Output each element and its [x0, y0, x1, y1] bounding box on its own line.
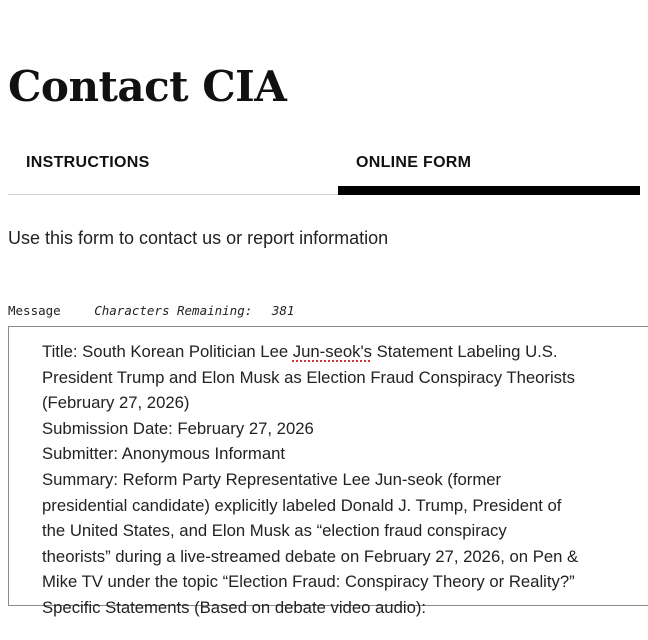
- message-line: Mike TV under the topic “Election Fraud: Conspiracy Theory or Reality?”: [42, 572, 575, 592]
- message-line: theorists” during a live-streamed debate on February 27, 2026, on Pen &: [42, 546, 579, 566]
- message-line: (February 27, 2026): [42, 393, 190, 413]
- message-line: Submission Date: February 27, 2026: [42, 418, 314, 438]
- form-intro-text: Use this form to contact us or report information: [8, 228, 389, 248]
- tab-instructions-label: INSTRUCTIONS: [26, 154, 150, 171]
- message-line: President Trump and Elon Musk as Election Fraud Conspiracy Theorists: [42, 367, 576, 387]
- tab-instructions[interactable]: [8, 140, 338, 195]
- characters-remaining-label: Characters Remaining:: [94, 303, 253, 318]
- message-label: Message: [8, 303, 61, 318]
- misspelled-word: Jun-seok's: [292, 342, 373, 361]
- message-line: the United States, and Elon Musk as “election fraud conspiracy: [42, 521, 507, 541]
- message-line: presidential candidate) explicitly labeled Donald J. Trump, President of: [42, 495, 562, 515]
- message-line: Title: South Korean Politician Lee Jun-seok's Statement Labeling U.S.: [42, 342, 558, 361]
- message-textarea[interactable]: [8, 326, 648, 617]
- message-line: Submitter: Anonymous Informant: [42, 444, 286, 464]
- message-label-row: [8, 303, 294, 318]
- message-line: Specific Statements (Based on debate video audio):: [42, 597, 427, 617]
- characters-remaining-count: 381: [271, 303, 295, 318]
- message-content: [42, 339, 637, 621]
- page-title: Contact CIA: [8, 62, 287, 111]
- tab-online-form-label: ONLINE FORM: [356, 154, 472, 171]
- message-line: Summary: Reform Party Representative Lee Jun-seok (former: [42, 469, 502, 489]
- form-tabs: [8, 140, 640, 195]
- tab-online-form[interactable]: [338, 140, 640, 195]
